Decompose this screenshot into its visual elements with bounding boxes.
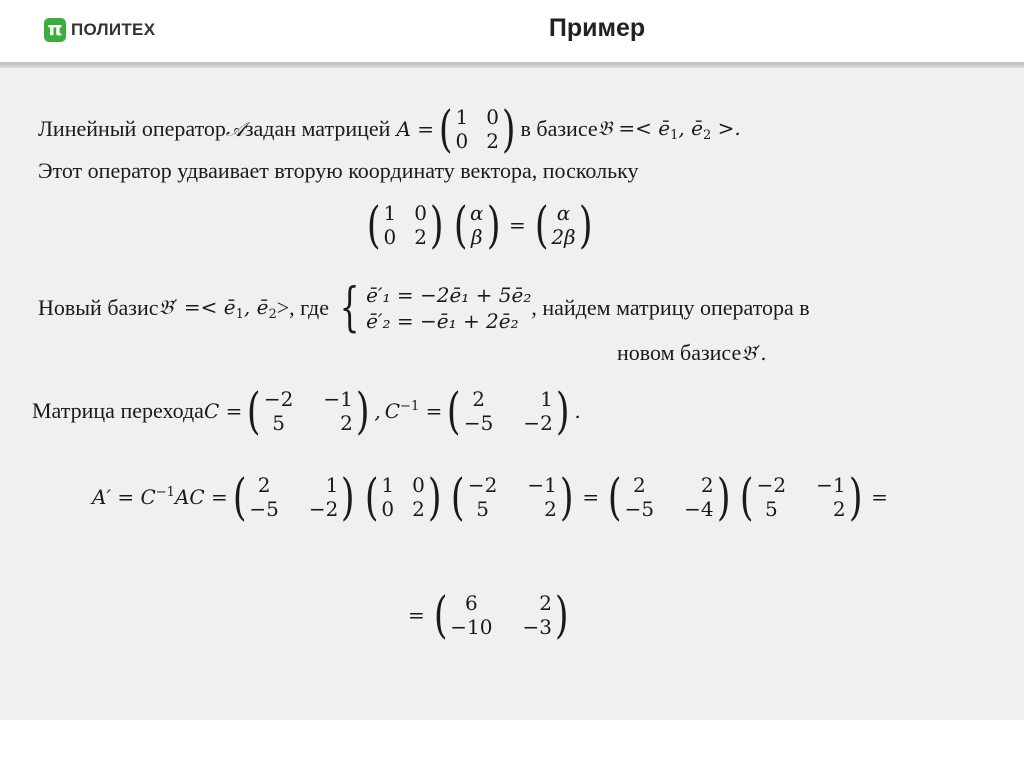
paragraph-doubling: Этот оператор удваивает вторую координату вектора, поскольку <box>38 158 639 183</box>
matrix-label: C = <box>203 399 243 423</box>
paragraph-new-basis: Новый базис 𝔅′ =< $ē_1$, $ē_2$ >, где { ē′₁ = −2ē₁ + 5ē₂ ē′₂ = −ē₁ + 2ē₂ , найдем матрицу оператора в <box>38 278 810 338</box>
basis-notation: 𝔅 =< $ē_1$, $ē_2$ >. <box>597 115 741 143</box>
period: . <box>574 399 581 423</box>
matrix-c-2: ( −2 −1 5 2 ) <box>451 468 574 526</box>
operator-symbol: 𝒜 <box>225 117 245 141</box>
basis-change-system: ē′₁ = −2ē₁ + 5ē₂ ē′₂ = −ē₁ + 2ē₂ <box>366 283 532 333</box>
equation-doubling <box>362 196 597 254</box>
paragraph-operator-definition <box>38 100 741 158</box>
inverse-label: $C^{-1}$ = <box>384 399 443 423</box>
matrix-c-inverse: ( 2 1 −5 −2 ) <box>447 382 570 440</box>
matrix-a: ( 1 0 0 2 ) <box>438 100 516 158</box>
slide-header <box>0 0 1024 62</box>
text: в базисе <box>520 116 598 141</box>
basis-prime: 𝔅′. <box>741 341 767 365</box>
text: Матрица перехода <box>32 398 204 423</box>
vector-alpha-beta: ( α β ) <box>453 196 501 254</box>
text: Новый базис <box>38 295 159 320</box>
text: задан матрицей <box>244 116 391 141</box>
equation-a-prime <box>92 468 888 526</box>
matrix-c-3: ( −2 −1 5 2 ) <box>740 468 863 526</box>
logo-text: ПОЛИТЕХ <box>71 20 156 39</box>
equals-sign: = <box>582 485 600 509</box>
new-basis-notation: 𝔅′ =< $ē_1$, $ē_2$ <box>158 294 277 322</box>
text: Линейный оператор <box>38 116 226 141</box>
comma: , <box>374 399 381 423</box>
matrix-a-prime-result: ( 6 2 −10 −3 ) <box>433 586 569 644</box>
matrix-a-repeat: ( 1 0 0 2 ) <box>366 196 444 254</box>
a-prime-lhs: $A' = C^{-1}AC$ = <box>92 485 228 509</box>
equals-sign: = <box>509 213 526 237</box>
matrix-c: ( −2 −1 5 2 ) <box>247 382 370 440</box>
slide-title: Пример <box>548 14 646 42</box>
equals-sign: = <box>408 603 425 627</box>
paragraph-new-basis-cont <box>617 340 767 366</box>
equation-result <box>408 586 574 644</box>
matrix-c-inverse-2: ( 2 1 −5 −2 ) <box>232 468 355 526</box>
equals-sign: = <box>871 485 888 509</box>
matrix-product: ( 2 2 −5 −4 ) <box>608 468 731 526</box>
text: >, где <box>276 295 330 320</box>
text: , найдем матрицу оператора в <box>531 295 810 320</box>
matrix-label: A = <box>396 117 435 141</box>
matrix-a-2: ( 1 0 0 2 ) <box>364 468 442 526</box>
slide-footer <box>0 720 1024 767</box>
text: новом базисе <box>617 340 742 365</box>
vector-result: ( α 2β ) <box>534 196 593 254</box>
slide-content <box>0 68 1024 720</box>
logo-pi-icon: π <box>44 18 66 42</box>
paragraph-transition-matrix <box>32 382 581 440</box>
